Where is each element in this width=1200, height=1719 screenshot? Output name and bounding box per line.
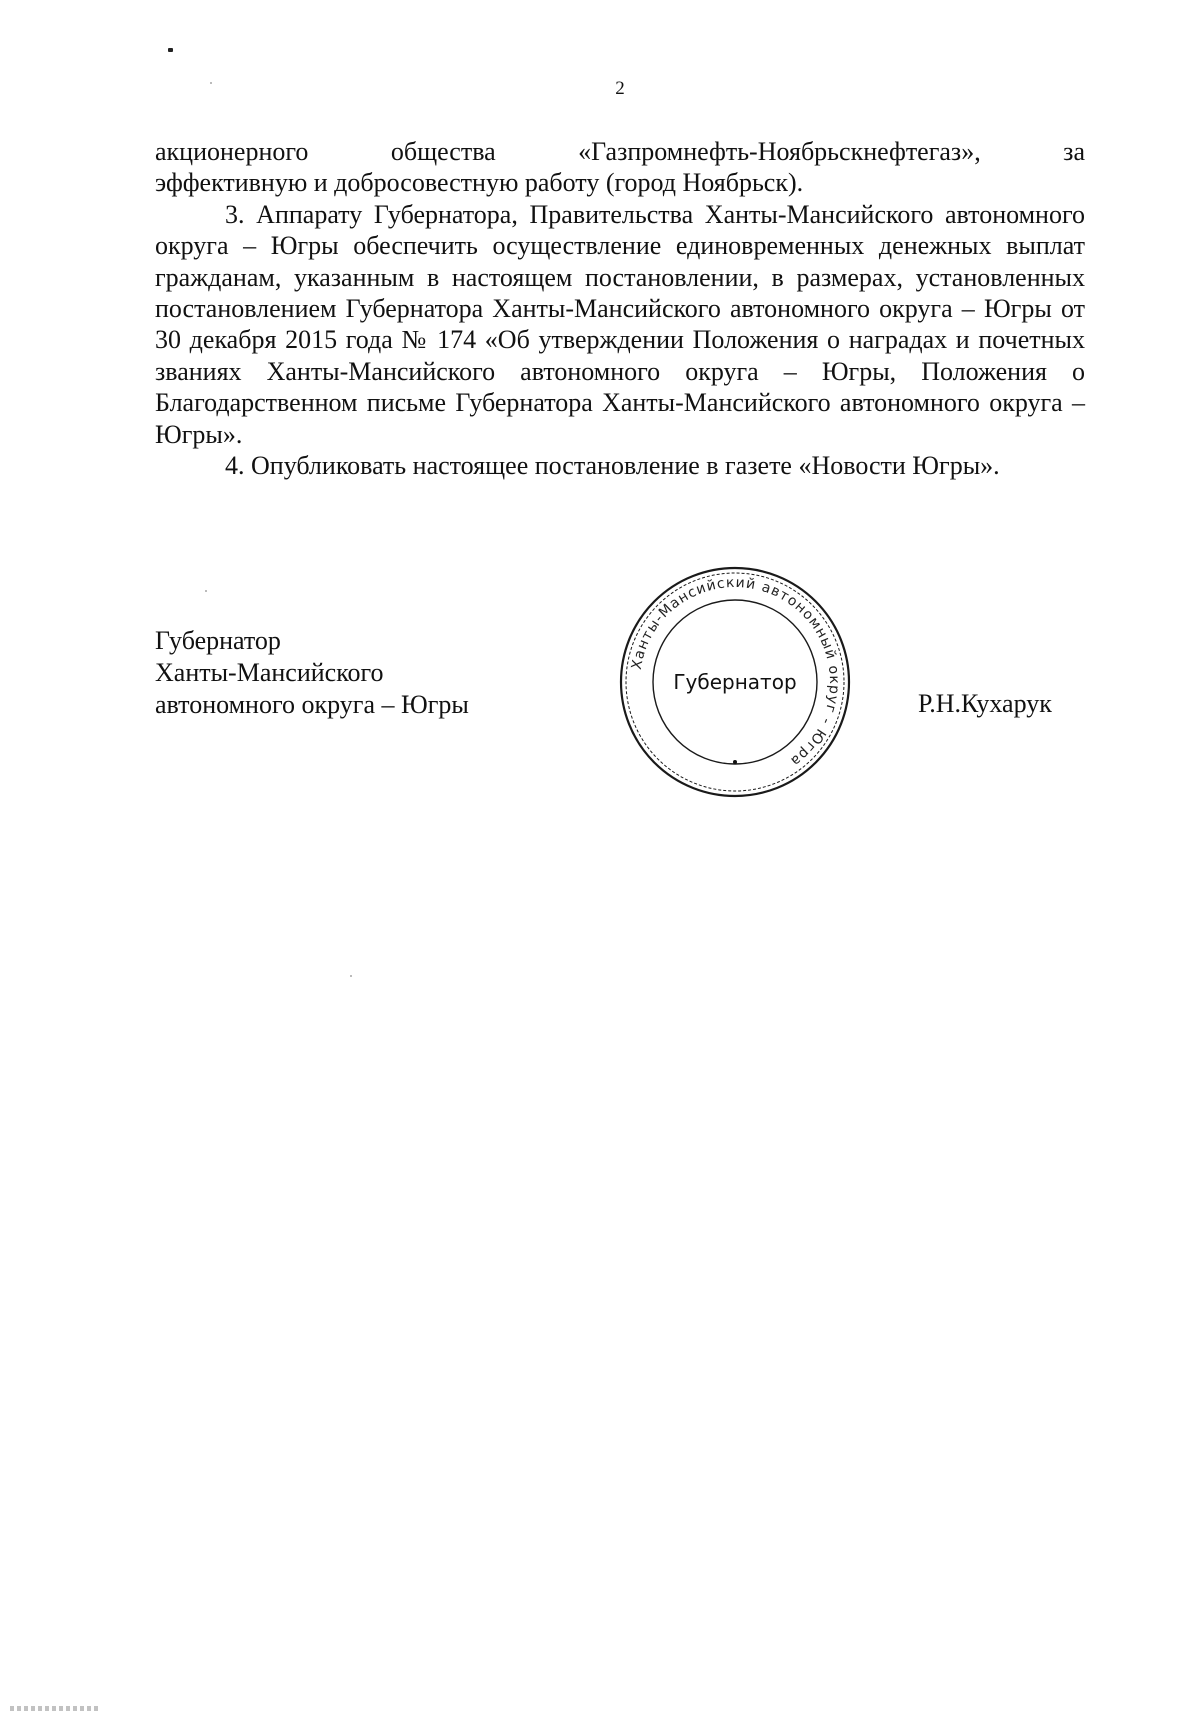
paragraph-item-4: 4. Опубликовать настоящее постановление в газете «Новости Югры».	[225, 451, 1000, 481]
word: акционерного	[155, 137, 309, 166]
official-seal	[615, 562, 855, 802]
paragraph-continuation: эффективную и добросовестную работу (город Ноябрьск).	[155, 168, 804, 198]
scan-speck	[205, 590, 207, 592]
signatory-title-line: Губернатор	[155, 626, 281, 655]
paragraph-item-3: 3. Аппарату Губернатора, Правительства Ханты-Мансийского автономного округа – Югры обеспечить осуществление единовременных денежных выплат гражданам, указанным в настоящем постановлении, в размерах, установленных постановлением Губернатора Ханты-Мансийского автономного округа – Югры от 30 декабря 2015 года № 174 «Об утверждении Положения о наградах и почетных званиях Ханты-Мансийского автономного округа – Югры, Положения о Благодарственном письме Губернатора Ханты-Мансийского автономного округа – Югры».	[155, 199, 1085, 449]
scan-speck	[350, 975, 352, 977]
word: за	[1063, 137, 1085, 166]
scan-speck	[168, 48, 173, 52]
paragraph-line-1	[155, 136, 1085, 167]
document-body	[155, 136, 1085, 481]
scan-speck	[210, 82, 212, 84]
seal-ring-text: Ханты-Мансийский автономный округ - Югра	[628, 574, 843, 770]
signatory-title-line: автономного округа – Югры	[155, 690, 469, 719]
signer-name: Р.Н.Кухарук	[918, 689, 1052, 718]
word: общества	[390, 137, 496, 166]
scan-footer-mark	[10, 1706, 100, 1711]
signatory-title-line: Ханты-Мансийского	[155, 658, 384, 687]
seal-center-text: Губернатор	[673, 670, 797, 694]
word: «Газпромнефть-Ноябрьскнефтегаз»,	[578, 137, 981, 166]
seal-star-mark	[733, 760, 737, 764]
seal-graphic	[615, 562, 855, 802]
page-number: 2	[615, 78, 625, 99]
signatory-title	[155, 625, 469, 721]
